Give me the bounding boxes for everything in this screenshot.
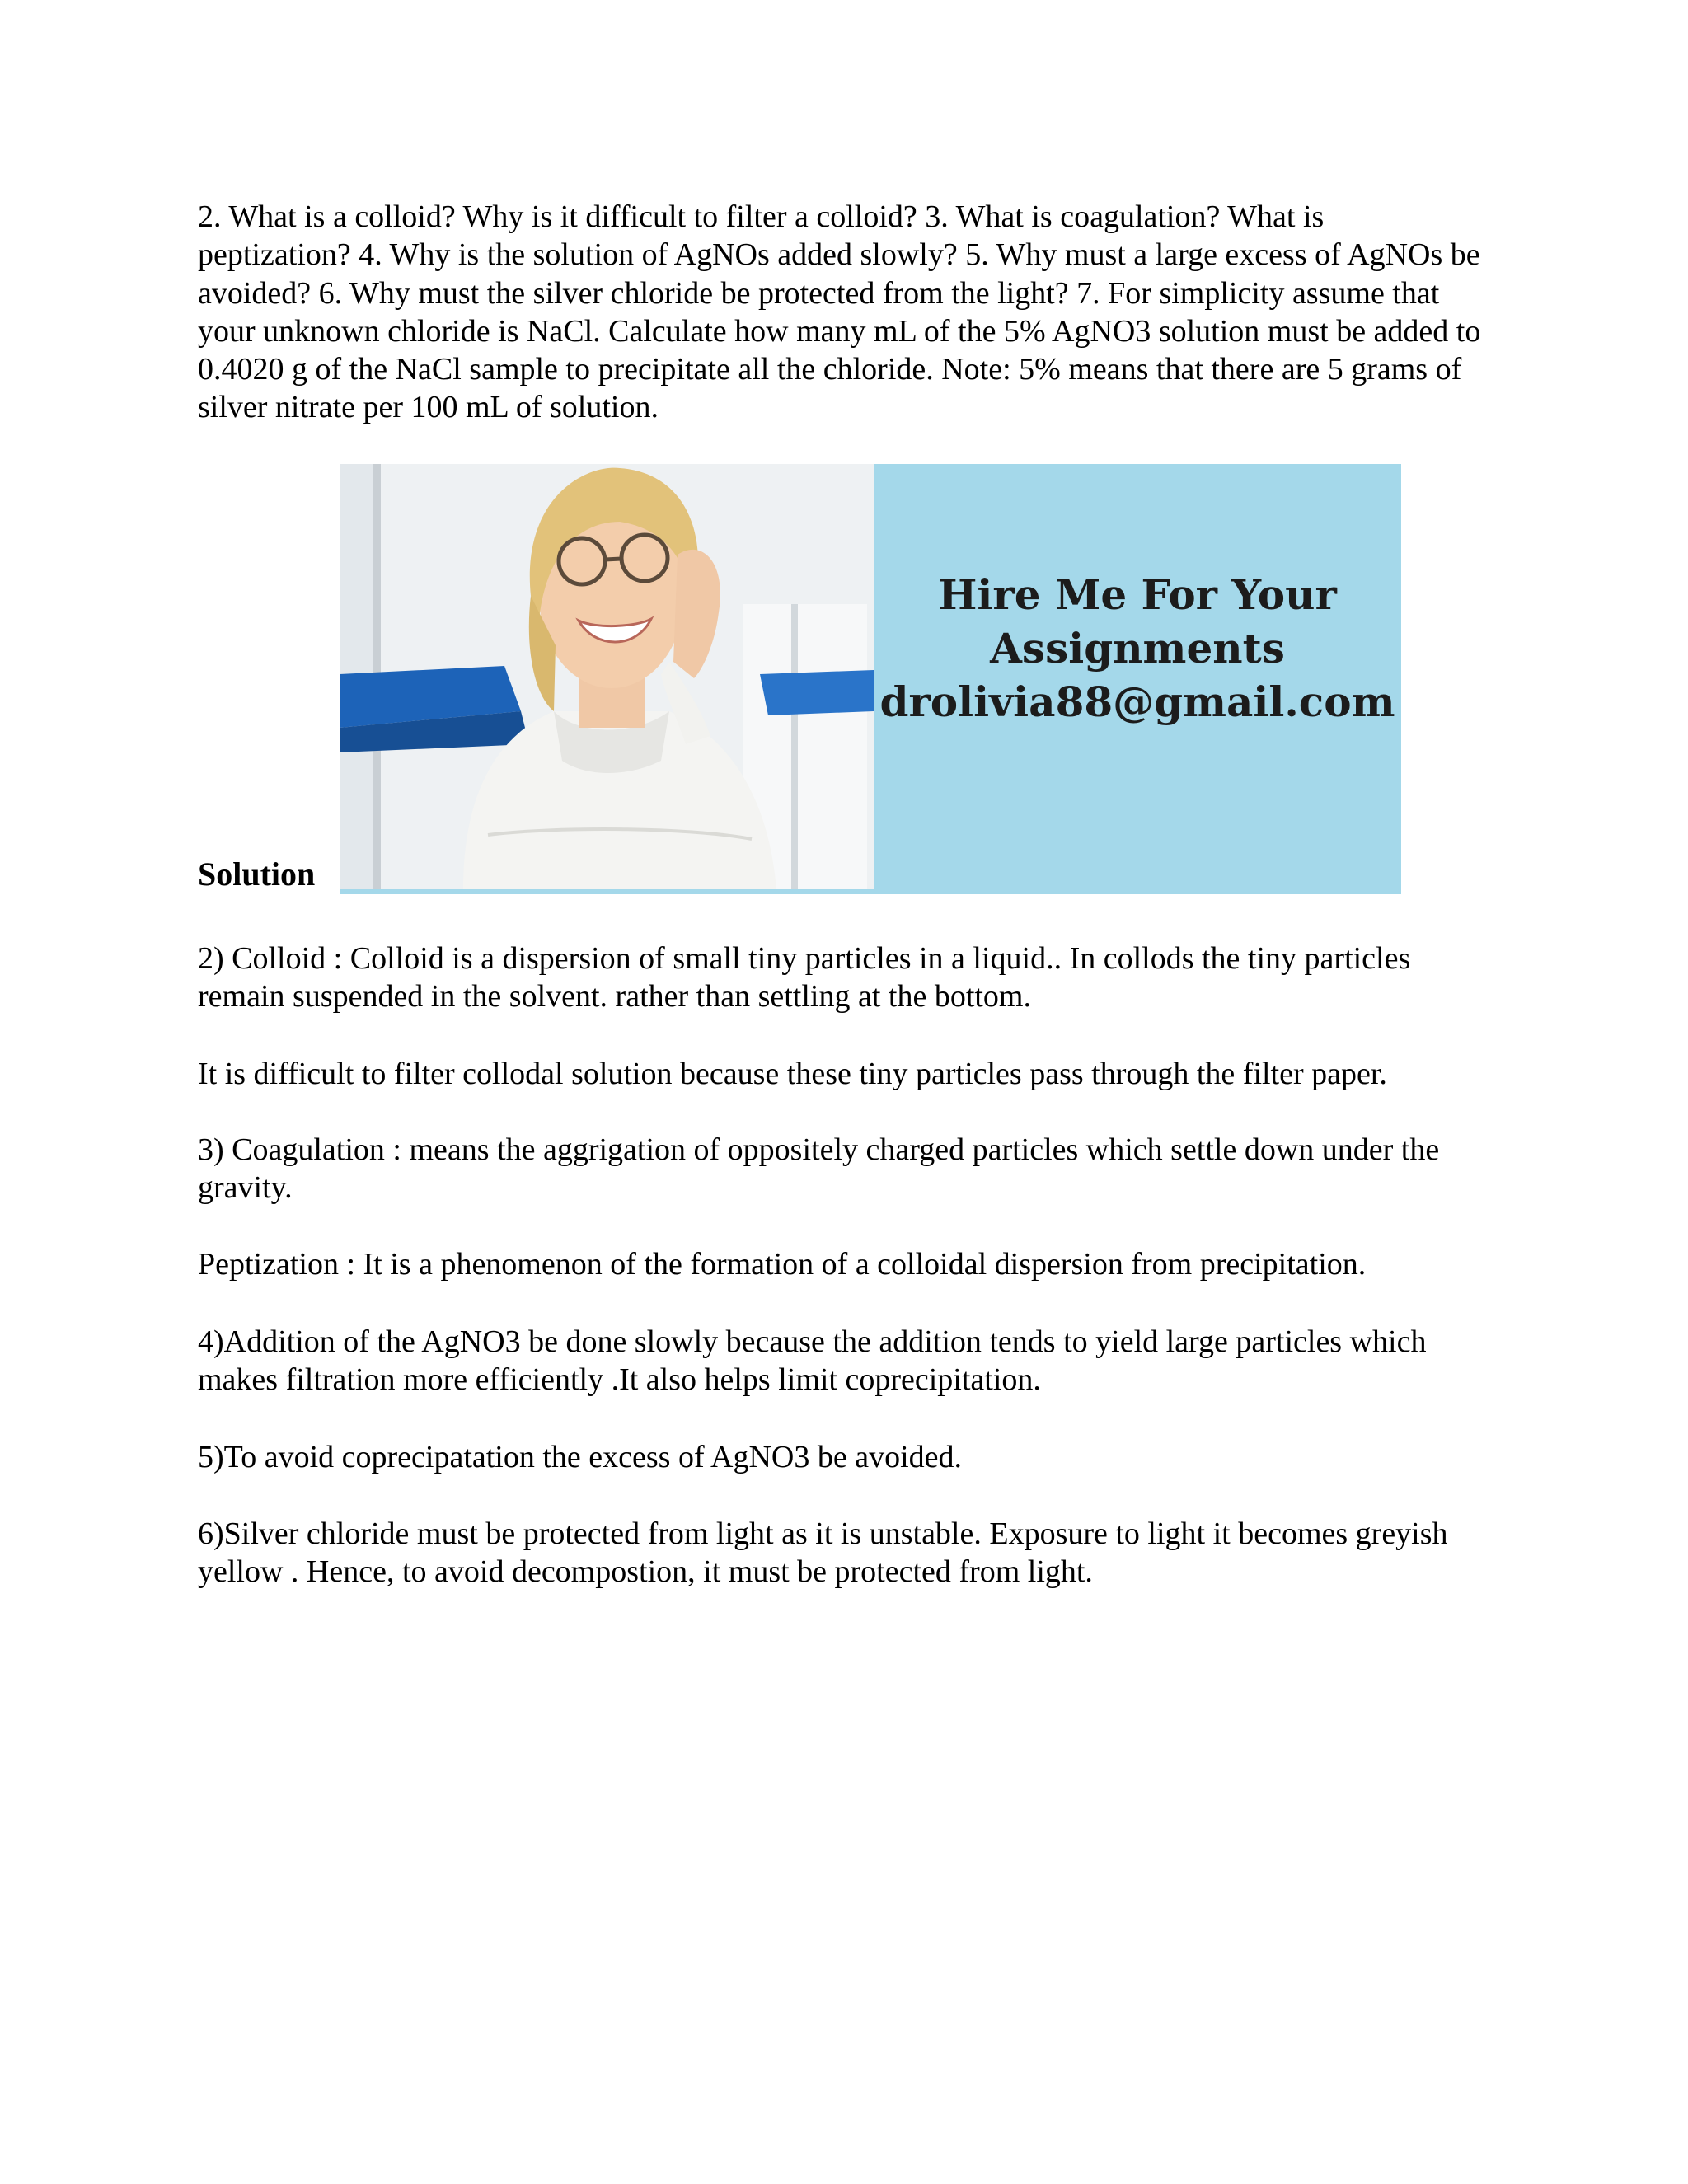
question-text: 2. What is a colloid? Why is it difficult to filter a colloid? 3. What is coagulation? What is peptization? 4. Why is the solution of AgNOs added slowly? 5. Why must a large excess of AgNOs be avoided? 6. Why must the silver chloride be protected from the light? 7. For simplicity assume that your unknown chloride is NaCl. Calculate how many mL of the 5% AgNO3 solution must be added to 0.4020 g of the NaCl sample to precipitate all the chloride. Note: 5% means that there are 5 grams of silver nitrate per 100 mL of solution. [198, 199, 1481, 425]
answer-paragraph: Peptization : It is a phenomenon of the formation of a colloidal dispersion from precipitation. [198, 1247, 1367, 1282]
advertisement-text-panel [874, 464, 1401, 894]
advertisement-strip [340, 889, 874, 894]
advertisement-line-1: Hire Me For Your [938, 570, 1337, 619]
answer-paragraph: 5)To avoid coprecipatation the excess of AgNO3 be avoided. [198, 1440, 962, 1474]
answer-paragraph: 3) Coagulation : means the aggrigation of oppositely charged particles which settle down under the gravity. [198, 1132, 1440, 1206]
solution-heading: Solution [198, 855, 316, 893]
answer-paragraph: 4)Addition of the AgNO3 be done slowly because the addition tends to yield large particles which makes filtration more efficiently .It also helps limit coprecipitation. [198, 1324, 1427, 1398]
advertisement-line-2: Assignments [990, 624, 1285, 673]
answer-paragraph: It is difficult to filter collodal solution because these tiny particles pass through the filter paper. [198, 1057, 1387, 1091]
solution-row [198, 464, 1401, 894]
answer-paragraph: 2) Colloid : Colloid is a dispersion of small tiny particles in a liquid.. In collods the tiny particles remain suspended in the solvent. rather than settling at the bottom. [198, 941, 1411, 1015]
advertisement-photo [340, 464, 874, 889]
advertisement-banner [340, 464, 1401, 894]
answer-paragraph: 6)Silver chloride must be protected from light as it is unstable. Exposure to light it becomes greyish yellow . Hence, to avoid decompostion, it must be protected from light. [198, 1516, 1448, 1590]
advertisement-email: drolivia88@gmail.com [879, 677, 1395, 726]
